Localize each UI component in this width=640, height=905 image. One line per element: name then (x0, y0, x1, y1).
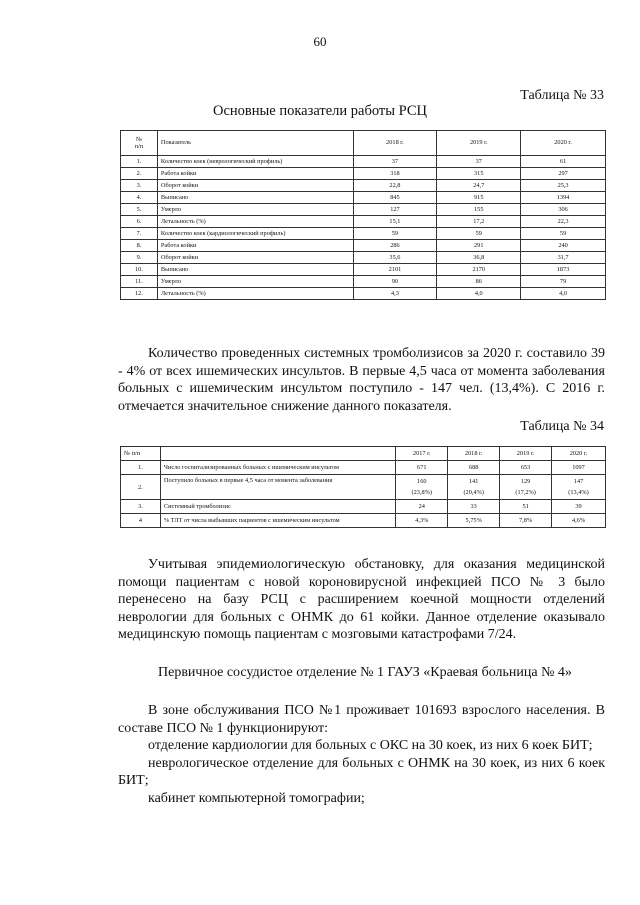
paragraph-thrombolysis-text: Количество проведенных системных тромболизисов за 2020 г. составило 39 - 4% от всех ишемических инсультов. В первые 4,5 часа от момента заболевания больных с ишемическим инсультом поступило - 147 чел. (13,4%). С 2016 г. отмечается значительное снижение данного показателя. (118, 346, 605, 414)
table-cell-value: 2170 (437, 264, 521, 276)
table-cell-label: Число госпитализированных больных с ишемическим инсультом (160, 461, 395, 475)
cell-count: 688 (468, 463, 479, 471)
cell-count: 39 (575, 503, 582, 511)
table-34-header-num: № п/п (121, 447, 161, 461)
table-cell-num: 7. (121, 228, 158, 240)
table-cell-value (448, 500, 500, 514)
table-cell-value (448, 461, 500, 475)
table-cell-value: 31,7 (521, 252, 606, 264)
table-cell-value (500, 461, 552, 475)
table-cell-label: Количество коек (кардиологический профиль) (157, 228, 353, 240)
table-cell-value: 59 (437, 228, 521, 240)
page-number: 60 (313, 34, 327, 49)
table-cell-value: 240 (521, 240, 606, 252)
table-33-header-year: 2018 г. (353, 131, 437, 156)
table-cell-value: 127 (353, 204, 437, 216)
table-cell-value: 306 (521, 204, 606, 216)
table-row (121, 500, 606, 514)
table-34-caption: Таблица № 34 (520, 419, 604, 434)
table-cell-value: 86 (437, 276, 521, 288)
table-cell-value: 315 (437, 168, 521, 180)
table-cell-value: 286 (353, 240, 437, 252)
table-34-header-year: 2017 г. (396, 447, 448, 461)
cell-count: 51 (522, 503, 529, 511)
table-cell-value (396, 514, 448, 528)
table-row (121, 204, 606, 216)
cell-count: 129 (520, 478, 531, 485)
table-cell-value: 4,3 (353, 288, 437, 300)
table-cell-value (396, 500, 448, 514)
table-cell-num: 2. (121, 475, 161, 500)
cell-count: 33 (470, 503, 477, 511)
table-cell-label: Умерло (157, 204, 353, 216)
cell-count: 5,75% (465, 517, 482, 525)
paragraph-epidemiology-text: Учитывая эпидемиологическую обстановку, для оказания медицинской помощи пациентам с новой короновирусной инфекцией ПСО № 3 было перенесено на базу РСЦ с расширением коечной мощности отделений неврологии для больных с ОНМК до 61 койки. Данное отделение оказывало медицинскую помощь пациентам с мозговыми катастрофами 7/24. (118, 557, 605, 642)
table-cell-num: 8. (121, 240, 158, 252)
table-row (121, 475, 606, 500)
cell-percent: (13,4%) (568, 489, 589, 497)
list-item: неврологическое отделение для больных с ОНМК на 30 коек, из них 6 коек БИТ; (118, 755, 605, 788)
cell-count: 7,8% (519, 517, 533, 525)
table-cell-value: 90 (353, 276, 437, 288)
table-cell-label: Умерло (157, 276, 353, 288)
table-cell-value (396, 461, 448, 475)
table-row (121, 192, 606, 204)
table-cell-value (500, 514, 552, 528)
table-cell-value (396, 475, 448, 500)
table-cell-value: 37 (437, 156, 521, 168)
table-cell-value: 291 (437, 240, 521, 252)
table-row (121, 180, 606, 192)
table-33-header-year: 2019 г. (437, 131, 521, 156)
cell-percent: (20,4%) (463, 489, 484, 497)
table-33-header-indicator: Показатель (157, 131, 353, 156)
table-cell-value: 1394 (521, 192, 606, 204)
table-cell-label: % ТЛТ от числа выбывших пациентов с ишемическим инсультом (160, 514, 395, 528)
table-cell-label: Летальность (%) (157, 216, 353, 228)
paragraph-thrombolysis (118, 345, 605, 415)
cell-percent: (23,8%) (411, 489, 433, 497)
table-cell-num: 11. (121, 276, 158, 288)
table-row (121, 461, 606, 475)
table-cell-value (552, 475, 606, 500)
table-cell-value: 37 (353, 156, 437, 168)
table-33-header-year: 2020 г. (521, 131, 606, 156)
table-cell-num: 10. (121, 264, 158, 276)
table-cell-value: 845 (353, 192, 437, 204)
table-cell-num: 1. (121, 461, 161, 475)
table-row (121, 288, 606, 300)
table-row (121, 240, 606, 252)
cell-count: 147 (573, 478, 584, 485)
paragraph-epidemiology (118, 556, 605, 644)
table-cell-num: 4 (121, 514, 161, 528)
table-cell-num: 6. (121, 216, 158, 228)
table-row (121, 168, 606, 180)
section-heading: Первичное сосудистое отделение № 1 ГАУЗ «Краевая больница № 4» (158, 665, 572, 680)
cell-count: 160 (417, 478, 427, 485)
table-cell-value: 22,8 (353, 180, 437, 192)
table-cell-label: Системный тромболизис (160, 500, 395, 514)
list-item: отделение кардиологии для больных с ОКС на 30 коек, из них 6 коек БИТ; (148, 738, 593, 753)
cell-count: 653 (520, 463, 531, 471)
table-cell-value: 2101 (353, 264, 437, 276)
table-cell-num: 1. (121, 156, 158, 168)
table-33 (120, 130, 606, 300)
table-row (121, 514, 606, 528)
table-cell-value (500, 475, 552, 500)
table-cell-num: 5. (121, 204, 158, 216)
cell-count: 4,6% (571, 517, 586, 525)
table-row (121, 216, 606, 228)
table-cell-label: Летальность (%) (157, 288, 353, 300)
table-cell-value: 22,3 (521, 216, 606, 228)
table-row (121, 276, 606, 288)
table-cell-value (500, 500, 552, 514)
table-cell-value: 61 (521, 156, 606, 168)
table-row (121, 264, 606, 276)
table-cell-value (552, 461, 606, 475)
table-cell-label: Работа койки (157, 168, 353, 180)
table-cell-value: 155 (437, 204, 521, 216)
paragraph-pso (118, 702, 605, 807)
table-cell-label: Количество коек (неврологический профиль) (157, 156, 353, 168)
table-cell-value: 17,2 (437, 216, 521, 228)
cell-count: 141 (468, 478, 479, 485)
table-34-header-year: 2018 г. (448, 447, 500, 461)
table-34 (120, 446, 606, 528)
table-cell-value: 1873 (521, 264, 606, 276)
table-cell-num: 3. (121, 500, 161, 514)
table-cell-label: Выписано (157, 192, 353, 204)
table-cell-num: 3. (121, 180, 158, 192)
table-cell-value: 36,8 (437, 252, 521, 264)
paragraph-pso-text: В зоне обслуживания ПСО №1 проживает 101693 взрослого населения. В составе ПСО № 1 функционируют: (118, 703, 605, 736)
table-cell-value: 318 (353, 168, 437, 180)
table-cell-value (448, 475, 500, 500)
table-cell-num: 2. (121, 168, 158, 180)
table-row (121, 156, 606, 168)
table-cell-num: 12. (121, 288, 158, 300)
table-cell-value (552, 500, 606, 514)
table-cell-value: 4,0 (521, 288, 606, 300)
table-33-heading: Основные показатели работы РСЦ (213, 103, 427, 119)
cell-count: 1097 (572, 463, 585, 471)
table-cell-value: 25,3 (521, 180, 606, 192)
table-cell-value: 15,1 (353, 216, 437, 228)
table-cell-value: 915 (437, 192, 521, 204)
table-row (121, 228, 606, 240)
table-cell-value: 35,6 (353, 252, 437, 264)
table-33-caption: Таблица № 33 (520, 88, 604, 103)
table-cell-label: Поступило больных в первые 4,5 часа от момента заболевания (160, 475, 395, 500)
cell-count: 24 (418, 503, 425, 511)
table-cell-label: Выписано (157, 264, 353, 276)
cell-count: 671 (417, 463, 427, 471)
table-cell-num: 4. (121, 192, 158, 204)
table-cell-value: 24,7 (437, 180, 521, 192)
table-34-header-year: 2019 г. (500, 447, 552, 461)
table-cell-value: 59 (353, 228, 437, 240)
table-cell-value: 297 (521, 168, 606, 180)
cell-percent: (17,2%) (515, 489, 536, 497)
table-cell-label: Оборот койки (157, 180, 353, 192)
table-cell-value (552, 514, 606, 528)
table-cell-value: 79 (521, 276, 606, 288)
table-34-header-indicator (160, 447, 395, 461)
table-row (121, 252, 606, 264)
table-cell-value (448, 514, 500, 528)
list-item: кабинет компьютерной томографии; (148, 790, 365, 806)
cell-count: 4,3% (415, 517, 429, 525)
table-cell-label: Оборот койки (157, 252, 353, 264)
table-cell-value: 4,0 (437, 288, 521, 300)
table-cell-value: 59 (521, 228, 606, 240)
table-34-header-year: 2020 г. (552, 447, 606, 461)
table-cell-num: 9. (121, 252, 158, 264)
table-cell-label: Работа койки (157, 240, 353, 252)
table-33-header-num: № п/п (121, 131, 158, 156)
